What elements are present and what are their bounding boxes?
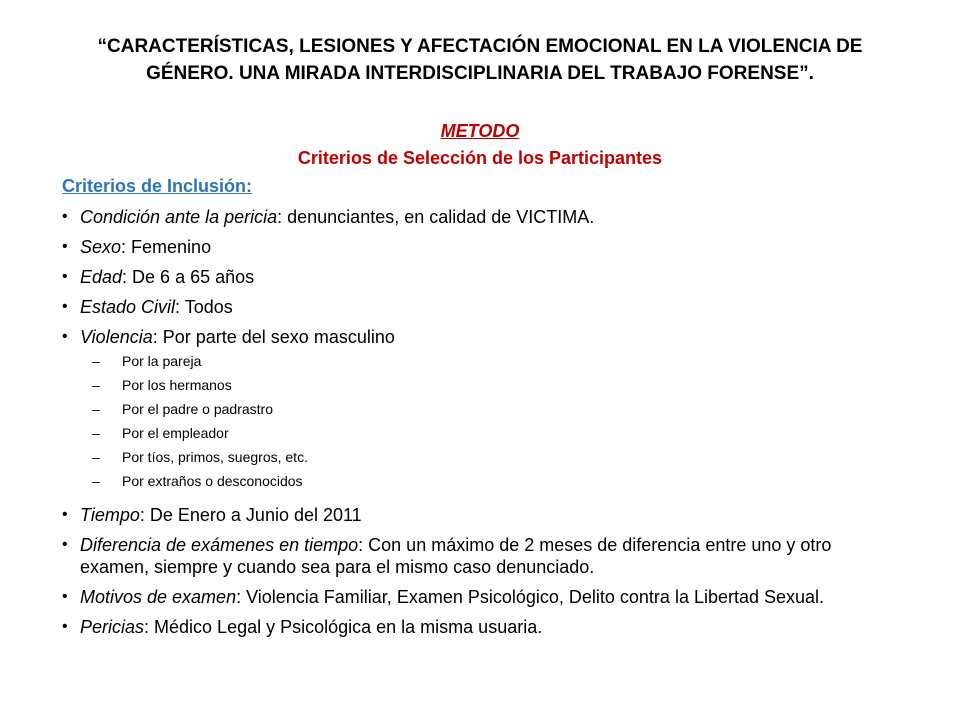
dash-icon: – — [92, 353, 100, 369]
slide-title — [60, 33, 900, 87]
dash-icon: – — [92, 473, 100, 489]
criteria-item — [62, 504, 902, 526]
bullet-icon: • — [62, 328, 68, 345]
bullet-icon: • — [62, 268, 68, 285]
criteria-text: : De Enero a Junio del 2011 — [139, 505, 362, 525]
criteria-text: : De 6 a 65 años — [122, 267, 255, 287]
sub-item-text: Por los hermanos — [122, 377, 232, 393]
sub-item — [62, 400, 884, 424]
bullet-icon: • — [62, 536, 68, 553]
criteria-list — [62, 206, 902, 646]
dash-icon: – — [92, 377, 100, 393]
section-heading: METODO — [440, 121, 520, 141]
sub-item-text: Por extraños o desconocidos — [122, 473, 303, 489]
criteria-text: : denunciantes, en calidad de VICTIMA. — [277, 207, 595, 227]
criteria-item — [62, 616, 902, 638]
sub-item — [62, 376, 884, 400]
violence-sublist — [62, 352, 884, 496]
sub-item — [62, 448, 884, 472]
criteria-item — [62, 534, 902, 578]
criteria-text: : Todos — [175, 297, 233, 317]
sub-item-text: Por la pareja — [122, 353, 202, 369]
bullet-icon: • — [62, 298, 68, 315]
criteria-text: : Con un máximo de 2 meses de diferencia entre uno y otro examen, siempre y cuando sea para el mismo caso denunciado. — [80, 535, 832, 577]
criteria-term: Condición ante la pericia — [80, 207, 278, 227]
bullet-icon: • — [62, 238, 68, 255]
sub-item — [62, 472, 884, 496]
bullet-icon: • — [62, 506, 68, 523]
dash-icon: – — [92, 401, 100, 417]
bullet-icon: • — [62, 618, 68, 635]
sub-item — [62, 424, 884, 448]
bullet-icon: • — [62, 588, 68, 605]
sub-item — [62, 352, 884, 376]
sub-item-text: Por el padre o padrastro — [122, 401, 273, 417]
sub-item-text: Por el empleador — [122, 425, 229, 441]
criteria-term: Violencia — [80, 327, 153, 347]
criteria-item — [62, 586, 902, 608]
section-subtitle: Criterios de Selección de los Participantes — [297, 148, 663, 168]
criteria-term: Sexo — [80, 237, 122, 257]
criteria-text: : Por parte del sexo masculino — [152, 327, 395, 347]
criteria-text: : Violencia Familiar, Examen Psicológico, Delito contra la Libertad Sexual. — [236, 587, 825, 607]
criteria-item — [62, 206, 902, 228]
bullet-icon: • — [62, 208, 68, 225]
criteria-item — [62, 236, 902, 258]
criteria-text: : Femenino — [121, 237, 212, 257]
title-line-2: GÉNERO. UNA MIRADA INTERDISCIPLINARIA DEL TRABAJO FORENSE”. — [146, 63, 814, 84]
criteria-term: Estado Civil — [80, 297, 176, 317]
criteria-item — [62, 266, 902, 288]
criteria-term: Diferencia de exámenes en tiempo — [80, 535, 359, 555]
criteria-item — [62, 326, 902, 496]
dash-icon: – — [92, 425, 100, 441]
criteria-item — [62, 296, 902, 318]
criteria-text: : Médico Legal y Psicológica en la misma usuaria. — [144, 617, 543, 637]
dash-icon: – — [92, 449, 100, 465]
criteria-term: Edad — [80, 267, 123, 287]
title-line-1: “CARACTERÍSTICAS, LESIONES Y AFECTACIÓN EMOCIONAL EN LA VIOLENCIA DE — [97, 36, 863, 57]
inclusion-criteria-heading: Criterios de Inclusión: — [62, 176, 253, 196]
sub-item-text: Por tíos, primos, suegros, etc. — [122, 449, 308, 465]
criteria-term: Pericias — [80, 617, 145, 637]
criteria-term: Motivos de examen — [80, 587, 237, 607]
criteria-term: Tiempo — [80, 505, 140, 525]
